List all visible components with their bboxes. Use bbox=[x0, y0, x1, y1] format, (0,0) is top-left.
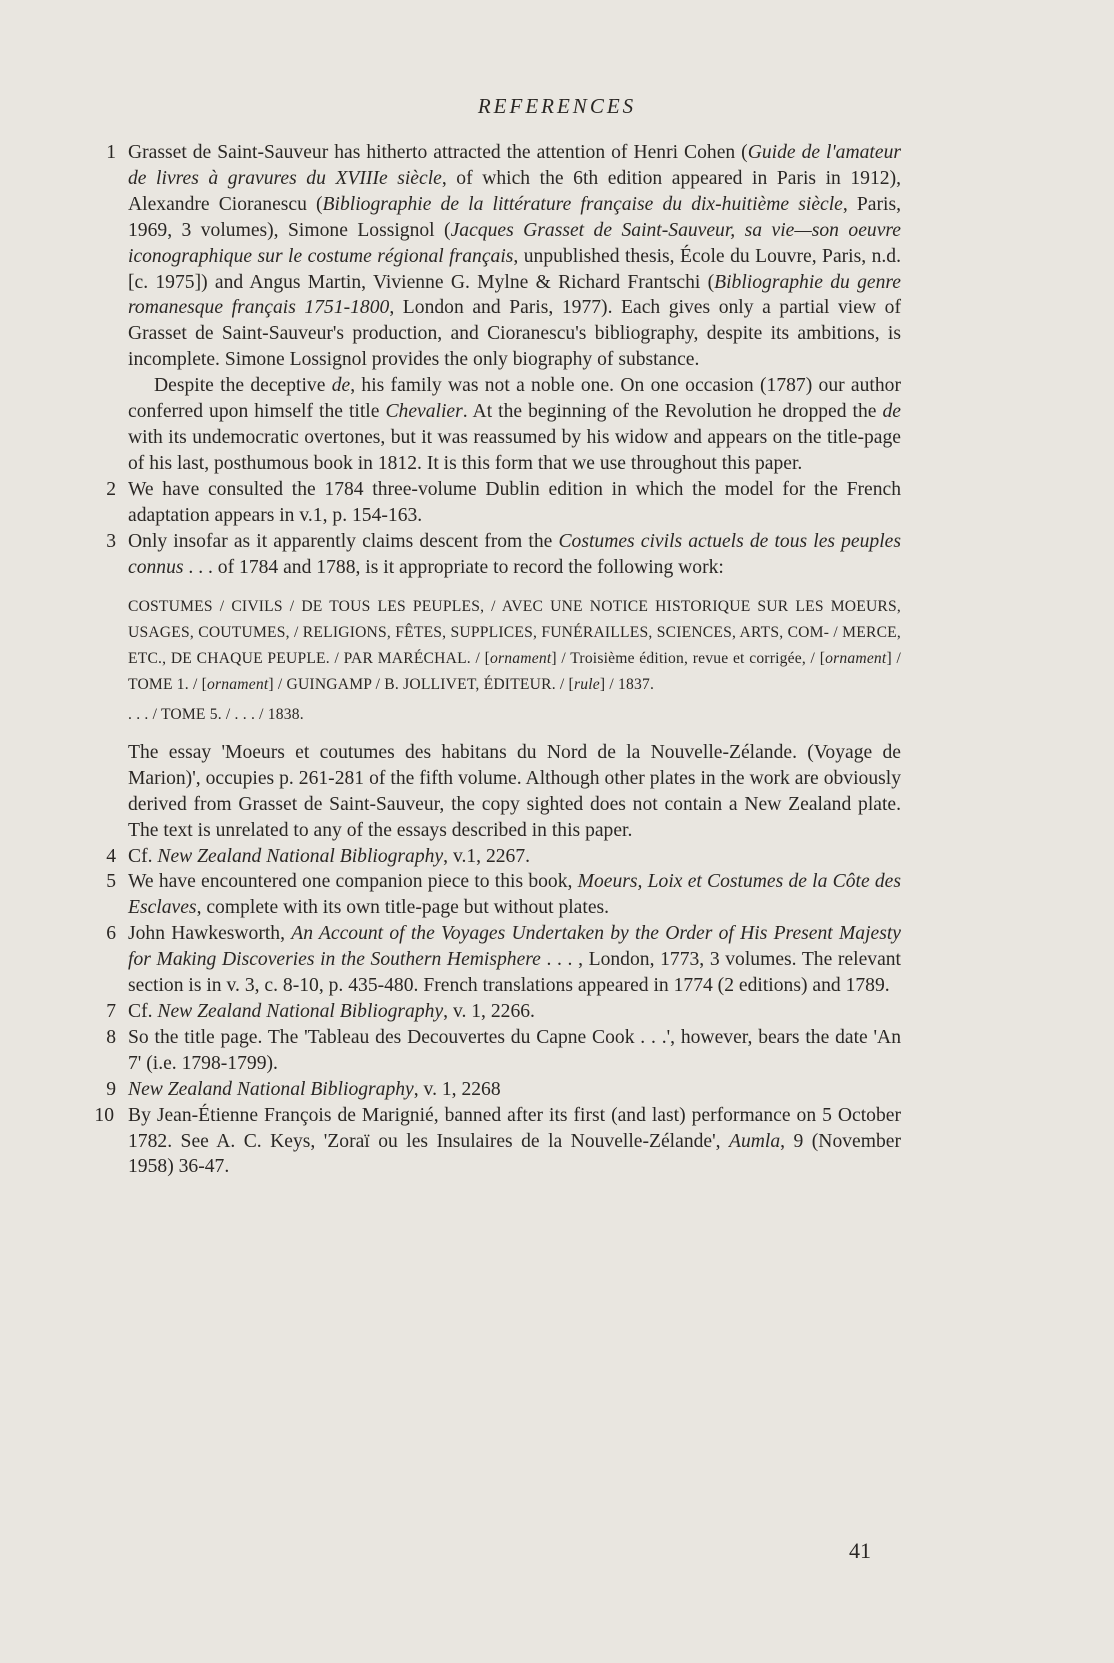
note-text: We have encountered one companion piece to this book, Moeurs, Loix et Costumes de la Côte des Esclaves, complete with its own title-page but without plates. bbox=[128, 871, 901, 919]
reference-note-4 bbox=[108, 844, 901, 870]
note-paragraph: Despite the deceptive de, his family was not a noble one. On one occasion (1787) our author conferred upon himself the title Chevalier. At the beginning of the Revolution he dropped the de with its undemocratic overtones, but it was reassumed by his widow and appears on the title-page of his last, posthumous book in 1812. It is this form that we use throughout this paper. bbox=[128, 375, 901, 474]
reference-note-9 bbox=[108, 1077, 901, 1103]
note-number: 8 bbox=[106, 1026, 116, 1048]
note-number: 6 bbox=[106, 923, 116, 945]
reference-note-6 bbox=[108, 921, 901, 999]
note-number: 4 bbox=[106, 845, 116, 867]
note-paragraph: Only insofar as it apparently claims descent from the Costumes civils actuels de tous les peuples connus . . . of 1784 and 1788, is it appropriate to record the following work: bbox=[128, 530, 901, 578]
note-text: John Hawkesworth, An Account of the Voyages Undertaken by the Order of His Present Majesty for Making Discoveries in the Southern Hemisphere . . . , London, 1773, 3 volumes. The relevant section is in v. 3, c. 8-10, p. 435-480. French translations appeared in 1774 (2 editions) and 1789. bbox=[128, 923, 902, 997]
note-number: 1 bbox=[106, 142, 116, 163]
reference-note-5 bbox=[108, 869, 901, 921]
reference-note-7 bbox=[108, 999, 901, 1025]
note-paragraph: The essay 'Moeurs et coutumes des habitans du Nord de la Nouvelle-Zélande. (Voyage de Marion)', occupies p. 261-281 of the fifth volume. Although other plates in the work are obviously derived from Grasset de Saint-Sauveur, the copy sighted does not contain a New Zealand plate. The text is unrelated to any of the essays described in this paper. bbox=[128, 741, 901, 841]
note-number: 7 bbox=[106, 1001, 116, 1022]
note-text: We have consulted the 1784 three-volume Dublin edition in which the model for the French adaptation appears in v.1, p. 154-163. bbox=[128, 478, 901, 526]
note-text: By Jean-Étienne François de Marignié, banned after its first (and last) performance on 5 October 1782. See A. C. Keys, 'Zoraï ou les Insulaires de la Nouvelle-Zélande', Aumla, 9 (November 1958) 36-47. bbox=[128, 1104, 901, 1178]
note-number: 5 bbox=[106, 871, 116, 893]
references-list bbox=[94, 140, 902, 1180]
reference-note-10 bbox=[94, 1103, 901, 1181]
note-text: Cf. New Zealand National Bibliography, v.1, 2267. bbox=[128, 845, 531, 867]
note-number: 9 bbox=[106, 1078, 116, 1100]
note-number: 2 bbox=[106, 478, 116, 500]
note-number: 10 bbox=[94, 1104, 114, 1126]
reference-note-1 bbox=[108, 140, 901, 477]
note-text: Cf. New Zealand National Bibliography, v. 1, 2266. bbox=[128, 1001, 535, 1022]
page-number: 41 bbox=[849, 1538, 871, 1563]
page-heading: REFERENCES bbox=[477, 94, 637, 118]
quoted-title-page: COSTUMES / CIVILS / DE TOUS LES PEUPLES, / AVEC UNE NOTICE HISTORIQUE SUR LES MOEURS, USAGES, COUTUMES, / RELIGIONS, FÊTES, SUPPLICES, FUNÉRAILLES, SCIENCES, ARTS, COM- / MERCE, ETC., DE CHAQUE PEUPLE. / PAR MARÉCHAL. / [ornament] / Troisième édition, revue et corrigée, / [ornament] / TOME 1. / [ornament] / GUINGAMP / B. JOLLIVET, ÉDITEUR. / [rule] / 1837. bbox=[128, 598, 901, 694]
reference-note-8 bbox=[108, 1025, 901, 1077]
note-text: New Zealand National Bibliography, v. 1, 2268 bbox=[128, 1078, 501, 1100]
quoted-tome-line: . . . / TOME 5. / . . . / 1838. bbox=[128, 706, 304, 724]
reference-note-2 bbox=[108, 477, 901, 529]
reference-note-3 bbox=[108, 529, 901, 581]
note-number: 3 bbox=[106, 530, 116, 552]
reference-note-3-continued bbox=[108, 740, 901, 844]
note-text: So the title page. The 'Tableau des Decouvertes du Capne Cook . . .', however, bears the date 'An 7' (i.e. 1798-1799). bbox=[128, 1026, 901, 1074]
note-paragraph: Grasset de Saint-Sauveur has hitherto attracted the attention of Henri Cohen (Guide de l'amateur de livres à gravures du XVIIIe siècle, of which the 6th edition appeared in Paris in 1912), Alexandre Cioranescu (Bibliographie de la littérature française du dix-huitième siècle, Paris, 1969, 3 volumes), Simone Lossignol (Jacques Grasset de Saint-Sauveur, sa vie—son oeuvre iconographique sur le costume régional français, unpublished thesis, École du Louvre, Paris, n.d. [c. 1975]) and Angus Martin, Vivienne G. Mylne & Richard Frantschi (Bibliographie du genre romanesque français 1751-1800, London and Paris, 1977). Each gives only a partial view of Grasset de Saint-Sauveur's production, and Cioranescu's bibliography, despite its ambitions, is incomplete. Simone Lossignol provides the only biography of substance. bbox=[128, 142, 902, 371]
